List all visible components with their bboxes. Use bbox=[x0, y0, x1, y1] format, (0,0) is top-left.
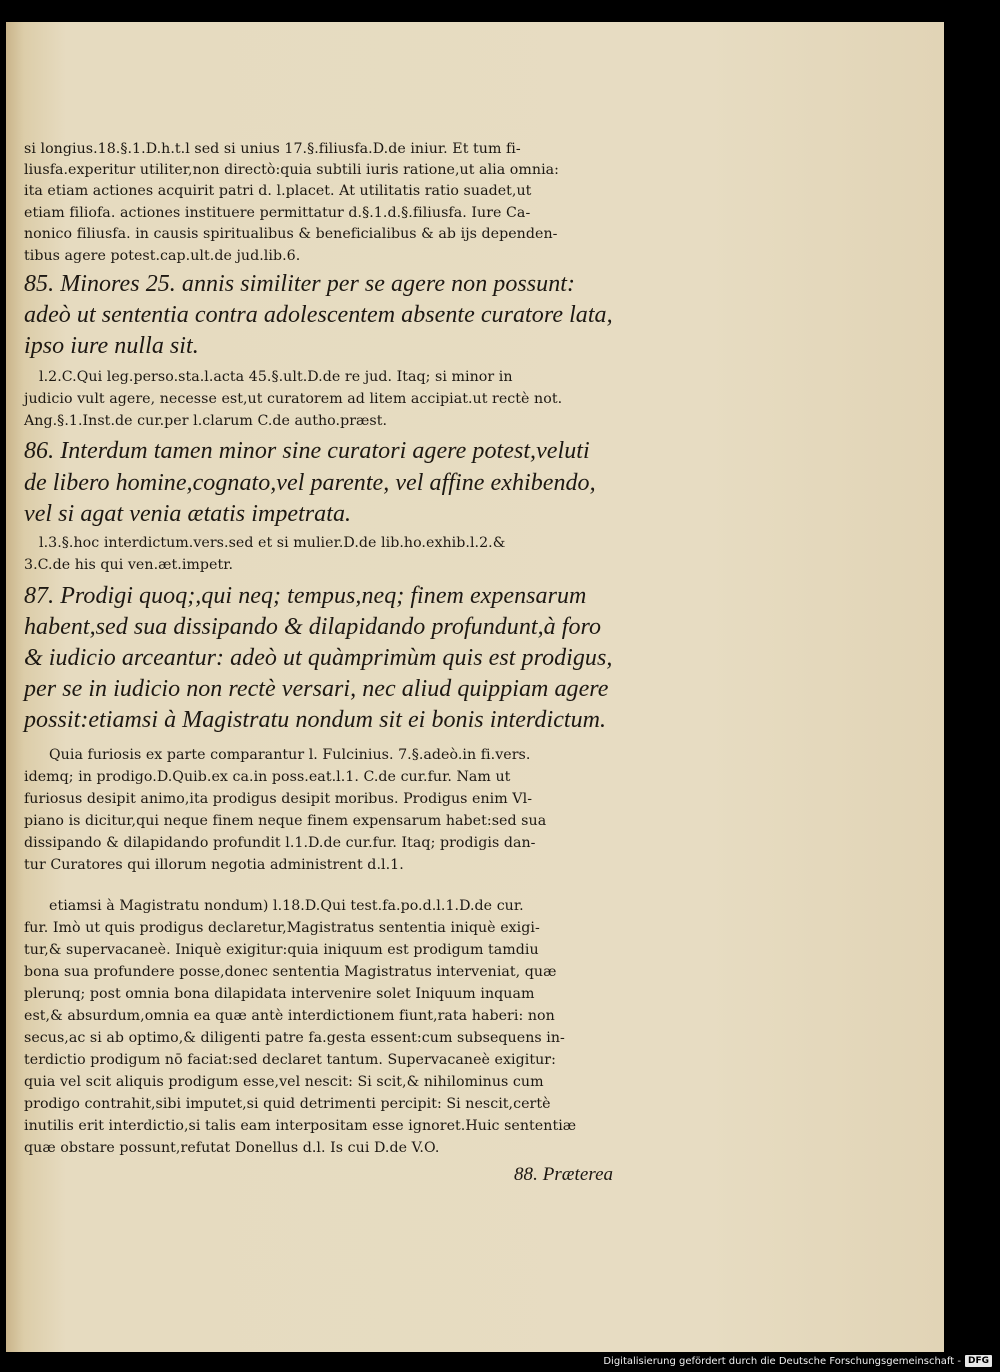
text-line: tur,& supervacaneè. Iniquè exigitur:quia iniquum est prodigum tamdiu bbox=[24, 942, 539, 958]
text-line: judicio vult agere, necesse est,ut curatorem ad litem accipiat.ut rectè not. bbox=[24, 391, 563, 407]
text-line: idemq; in prodigo.D.Quib.ex ca.in poss.eat.l.1. C.de cur.fur. Nam ut bbox=[24, 769, 511, 785]
text-line: ipso iure nulla sit. bbox=[24, 333, 199, 359]
text-line: de libero homine,cognato,vel parente, vel affine exhibendo, bbox=[24, 470, 596, 496]
text-line: Ang.§.1.Inst.de cur.per l.clarum C.de autho.præst. bbox=[24, 413, 388, 429]
annotation-line bbox=[49, 897, 524, 915]
text-line: vel si agat venia ætatis impetrata. bbox=[24, 501, 352, 527]
text-line: ita etiam actiones acquirit patri d. l.placet. At utilitatis ratio suadet,ut bbox=[24, 183, 532, 199]
text-line: habent,sed sua dissipando & dilapidando profundunt,à foro bbox=[24, 614, 602, 640]
text-line: per se in iudicio non rectè versari, nec aliud quippiam agere bbox=[24, 676, 609, 702]
text-line: bona sua profundere posse,donec sententia Magistratus interveniat, quæ bbox=[24, 964, 557, 980]
text-line: etiam filiofa. actiones instituere permittatur d.§.1.d.§.filiusfa. Iure Ca- bbox=[24, 205, 531, 221]
dfg-logo-icon: DFG bbox=[965, 1355, 992, 1367]
text-line: furiosus desipit animo,ita prodigus desipit moribus. Prodigus enim Vl- bbox=[24, 791, 533, 807]
section-heading-87: 87. Prodigi quoq;,qui neq; tempus,neq; finem expensarum bbox=[24, 583, 587, 609]
text-line: & iudicio arceantur: adeò ut quàmprimùm quis est prodigus, bbox=[24, 645, 613, 671]
text-line: 3.C.de his qui ven.æt.impetr. bbox=[24, 557, 234, 573]
text-line: l.2.C.Qui leg.perso.sta.l.acta 45.§.ult.D.de re jud. Itaq; si minor in bbox=[39, 369, 513, 385]
text-line: liusfa.experitur utiliter,non directò:quia subtili iuris ratione,ut alia omnia: bbox=[24, 162, 560, 178]
text-line: adeò ut sententia contra adolescentem absente curatore lata, bbox=[24, 302, 613, 328]
section-heading-85: 85. Minores 25. annis similiter per se agere non possunt: bbox=[24, 271, 576, 297]
text-line: nonico filiusfa. in causis spiritualibus & beneficialibus & ab ijs dependen- bbox=[24, 226, 558, 242]
text-line: plerunq; post omnia bona dilapidata intervenire solet Iniquum inquam bbox=[24, 986, 535, 1002]
text-line: si longius.18.§.1.D.h.t.l sed si unius 17.§.filiusfa.D.de iniur. Et tum fi- bbox=[24, 141, 521, 157]
text-line: prodigo contrahit,sibi imputet,si quid detrimenti percipit: Si nescit,certè bbox=[24, 1096, 551, 1112]
annotation-lemma: etiamsi à Magistratu nondum) l.18.D.Qui test.fa.po.d.l.1.D.de cur. bbox=[49, 898, 524, 914]
digitization-footer bbox=[603, 1354, 992, 1368]
text-line: l.3.§.hoc interdictum.vers.sed et si mulier.D.de lib.ho.exhib.l.2.& bbox=[39, 535, 506, 551]
text-line: quia vel scit aliquis prodigum esse,vel nescit: Si scit,& nihilominus cum bbox=[24, 1074, 544, 1090]
text-line: tibus agere potest.cap.ult.de jud.lib.6. bbox=[24, 248, 301, 264]
text-line: fur. Imò ut quis prodigus declaretur,Magistratus sententia iniquè exigi- bbox=[24, 920, 540, 936]
text-line: Quia furiosis ex parte comparantur l. Fulcinius. 7.§.adeò.in fi.vers. bbox=[49, 747, 531, 763]
text-line: tur Curatores qui illorum negotia administrent d.l.1. bbox=[24, 857, 404, 873]
text-line: quæ obstare possunt,refutat Donellus d.l. Is cui D.de V.O. bbox=[24, 1140, 440, 1156]
funding-notice: Digitalisierung gefördert durch die Deutsche Forschungsgemeinschaft - bbox=[603, 1355, 961, 1367]
text-line: possit:etiamsi à Magistratu nondum sit ei bonis interdictum. bbox=[24, 707, 607, 733]
book-page bbox=[6, 22, 944, 1352]
catchword: 88. Præterea bbox=[514, 1164, 614, 1185]
section-heading-86: 86. Interdum tamen minor sine curatori agere potest,veluti bbox=[24, 438, 590, 464]
text-line: inutilis erit interdictio,si talis eam interpositam esse ignoret.Huic sententiæ bbox=[24, 1118, 577, 1134]
text-line: est,& absurdum,omnia ea quæ antè interdictionem fiunt,rata haberi: non bbox=[24, 1008, 555, 1024]
text-line: dissipando & dilapidando profundit l.1.D.de cur.fur. Itaq; prodigis dan- bbox=[24, 835, 536, 851]
text-line: terdictio prodigum nō faciat:sed declaret tantum. Supervacaneè exigitur: bbox=[24, 1052, 556, 1068]
text-line: piano is dicitur,qui neque finem neque finem expensarum habet:sed sua bbox=[24, 813, 547, 829]
text-line: secus,ac si ab optimo,& diligenti patre fa.gesta essent:cum subsequens in- bbox=[24, 1030, 565, 1046]
